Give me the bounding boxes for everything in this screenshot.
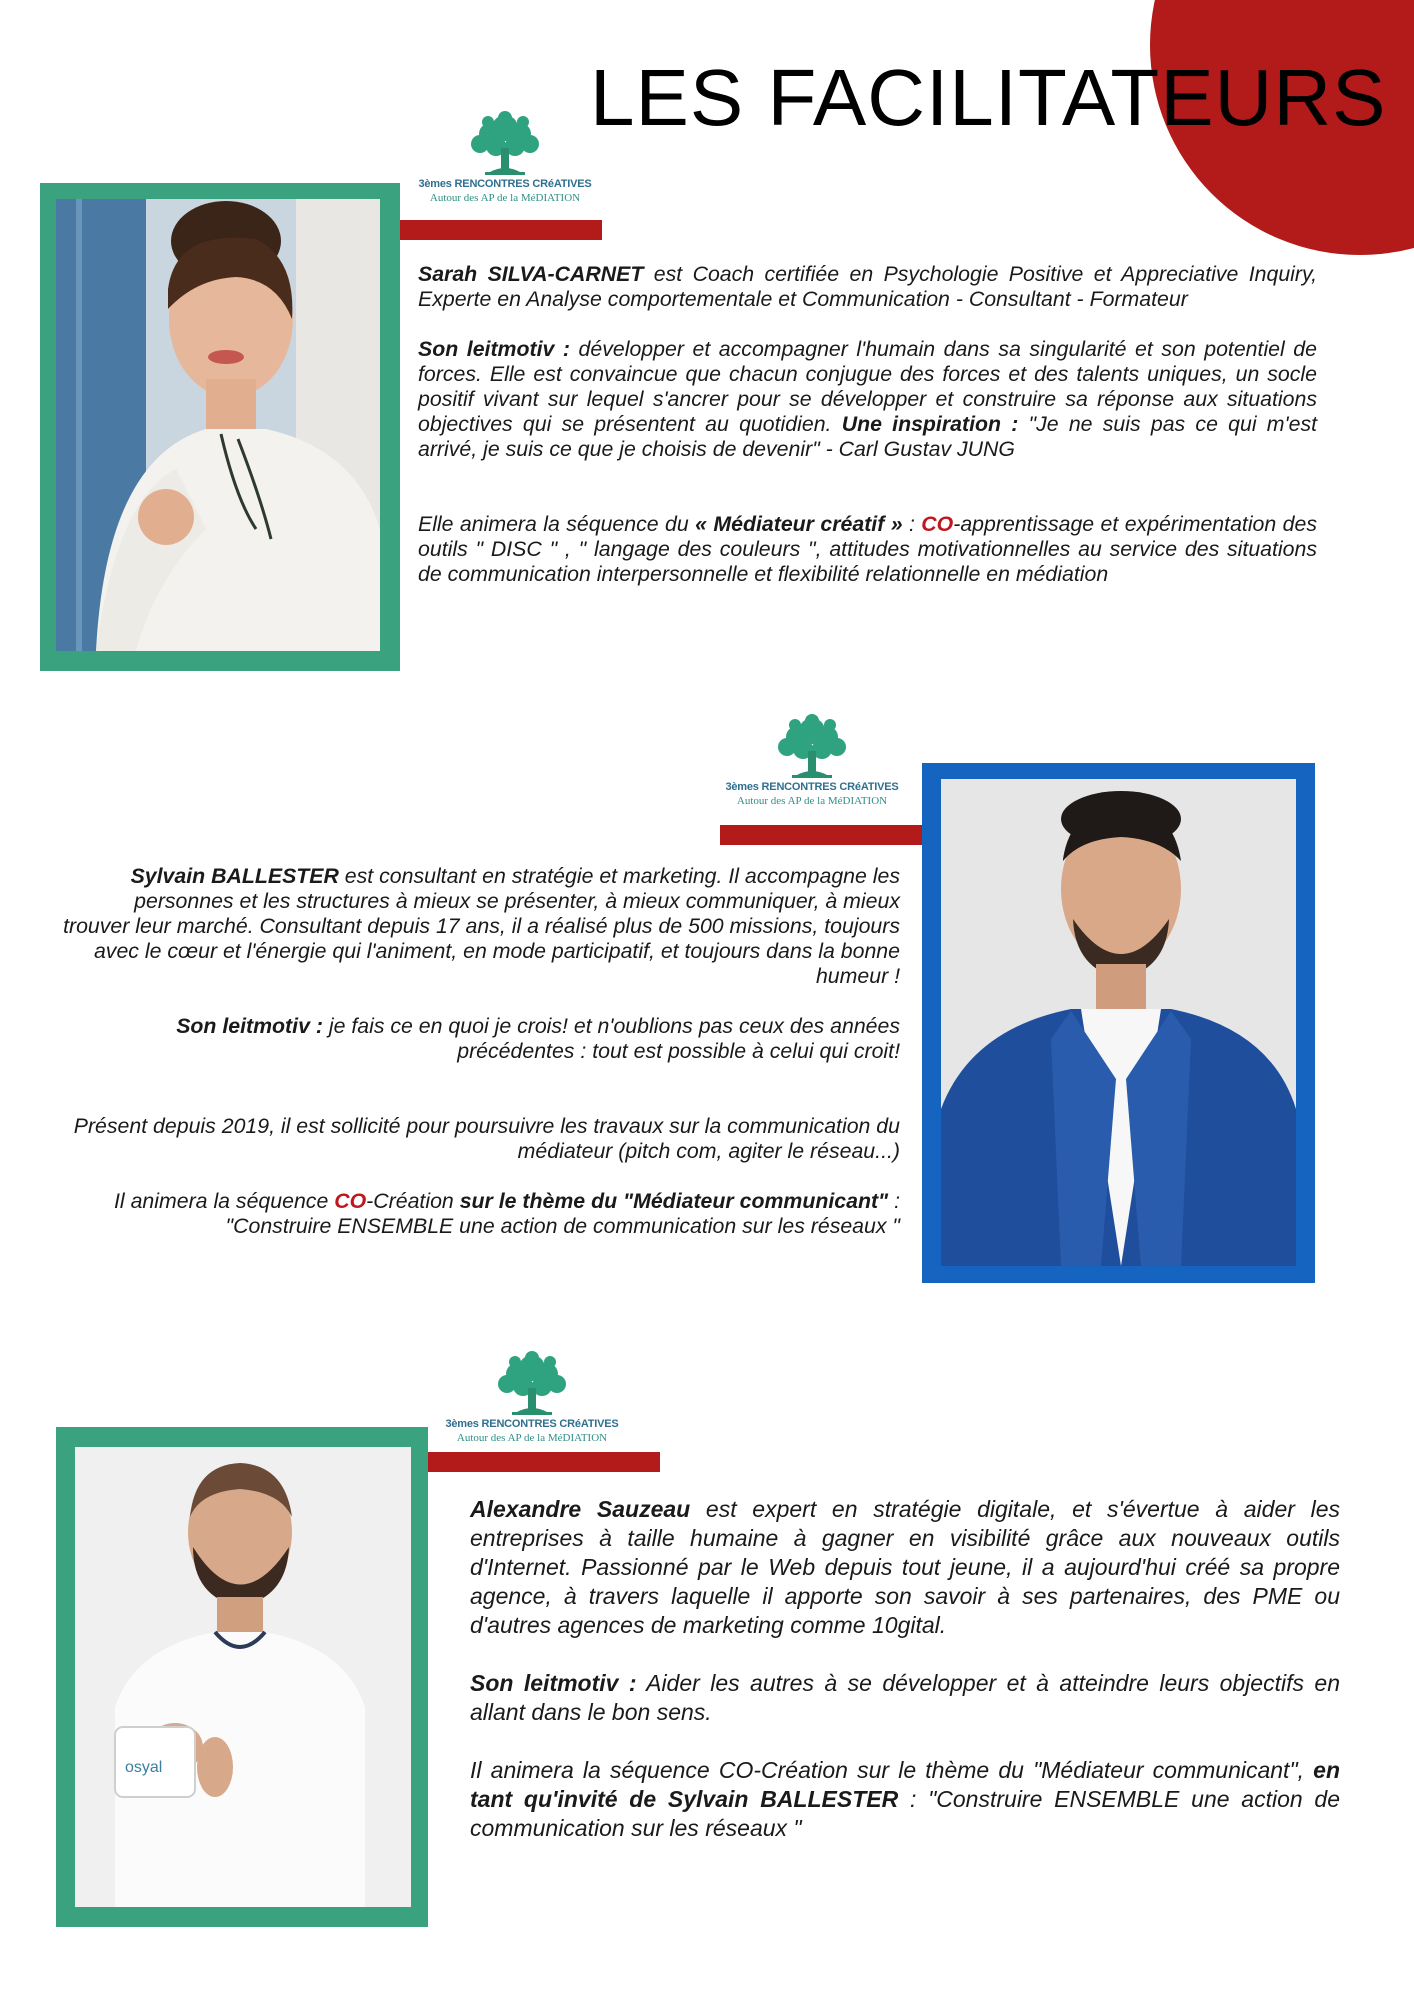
bio-text: développer et accompagner l'humain dans sa singularité et son potentiel de forces. Elle est convaincue que chacun conjugue des forces et des talents uniques, un socle positif vivant sur lequel s'ancrer pour se développer et construire sa réponse aux situations objectives qui se présentent au quotidien. — [418, 337, 1317, 436]
co-highlight: CO — [334, 1189, 367, 1213]
bio-sarah — [418, 262, 1317, 587]
bio-text: : "Construire ENSEMBLE une action de communication sur les réseaux " — [225, 1189, 900, 1238]
logo-subtitle: Autour des AP de la MéDIATION — [456, 1432, 608, 1444]
bio-sylvain-sequence — [62, 1189, 900, 1239]
inspiration-label: Une inspiration : — [841, 412, 1019, 436]
facilitator-name: Sarah SILVA-CARNET — [418, 262, 644, 286]
bio-sarah-intro — [418, 262, 1317, 312]
leitmotiv-label: Son leitmotiv : — [418, 337, 570, 361]
tree-logo-icon — [460, 110, 550, 178]
bio-text: Il animera la séquence — [114, 1189, 335, 1213]
facilitator-photo-sylvain — [941, 779, 1296, 1266]
bio-text: Elle animera la séquence du — [418, 512, 696, 536]
tree-logo-icon — [487, 1350, 577, 1418]
bio-alexandre — [470, 1495, 1340, 1843]
bio-text: Aider les autres à se développer et à atteindre leurs objectifs en allant dans le bon sens. — [470, 1670, 1341, 1725]
bio-text: est Coach certifiée en Psychologie Positive et Appreciative Inquiry, Experte en Analyse comportementale et Communication - Consultant - Formateur — [418, 262, 1317, 311]
bio-alexandre-sequence — [470, 1756, 1340, 1843]
logo-subtitle: Autour des AP de la MéDIATION — [736, 795, 888, 807]
event-logo — [405, 110, 605, 215]
bio-sarah-sequence — [418, 512, 1317, 587]
bio-text: : — [902, 512, 922, 536]
bio-alexandre-intro — [470, 1495, 1340, 1640]
bio-text: -Création — [366, 1189, 460, 1213]
bio-text: est consultant en stratégie et marketing. Il accompagne les personnes et les structures à mieux se présenter, à mieux communiquer, à mieux trouver leur marché. Consultant depuis 17 ans, il a réalisé plus de 500 missions, toujours avec le cœur et l'énergie qui l'animent, en mode participatif, et toujours dans la bonne humeur ! — [63, 864, 900, 988]
page-title: LES FACILITATEURS — [590, 53, 1387, 142]
bio-sylvain-leitmotiv — [62, 1014, 900, 1064]
portrait-alexandre-icon — [75, 1447, 411, 1907]
logo-subtitle: Autour des AP de la MéDIATION — [429, 192, 581, 204]
leitmotiv-label: Son leitmotiv : — [470, 1670, 637, 1696]
bio-sarah-leitmotiv — [418, 337, 1317, 462]
facilitator-photo-alexandre — [75, 1447, 411, 1907]
facilitator-name: Alexandre Sauzeau — [470, 1496, 691, 1522]
event-logo — [432, 1350, 632, 1455]
mug-text: osyal — [125, 1759, 163, 1776]
sequence-name: « Médiateur créatif » — [695, 512, 903, 536]
bio-text: je fais ce en quoi je crois! et n'oublions pas ceux des années précédentes : tout est possible à celui qui croit! — [322, 1014, 900, 1063]
logo-title: 3èmes RENCONTRES CRéATIVES — [418, 178, 592, 190]
co-highlight: CO — [921, 512, 954, 536]
bio-text: : "Construire ENSEMBLE une action de communication sur les réseaux " — [470, 1786, 1340, 1841]
facilitator-photo-sarah — [56, 199, 380, 651]
bio-sylvain — [62, 864, 900, 1239]
invited-by: en tant qu'invité de Sylvain BALLESTER — [470, 1757, 1340, 1812]
portrait-sarah-icon — [56, 199, 380, 651]
bio-text: "Je ne suis pas ce qui m'est arrivé, je suis ce que je choisis de devenir" - Carl Gustav JUNG — [418, 412, 1318, 461]
tree-logo-icon — [767, 713, 857, 781]
bio-text: Il animera la séquence CO-Création sur le thème du "Médiateur communicant", — [470, 1757, 1314, 1783]
logo-title: 3èmes RENCONTRES CRéATIVES — [725, 781, 899, 793]
leitmotiv-label: Son leitmotiv : — [176, 1014, 323, 1038]
bio-text: -apprentissage et expérimentation des outils " DISC " , " langage des couleurs ", attitudes motivationnelles au service des situations de communication interpersonnelle et flexibilité relationnelle en médiation — [418, 512, 1317, 586]
event-logo — [712, 713, 912, 818]
bio-alexandre-leitmotiv — [470, 1669, 1340, 1727]
logo-title: 3èmes RENCONTRES CRéATIVES — [445, 1418, 619, 1430]
bio-text: est expert en stratégie digitale, et s'évertue à aider les entreprises à taille humaine à gagner en visibilité grâce aux nouveaux outils d'Internet. Passionné par le Web depuis tout jeune, il a aujourd'hui créé sa propre agence, à travers laquelle il apporte son savoir à ses partenaires, des PME ou d'autres agences de marketing comme 10gital. — [470, 1496, 1340, 1638]
sequence-name: sur le thème du "Médiateur communicant" — [459, 1189, 889, 1213]
bio-sylvain-presence: Présent depuis 2019, il est sollicité pour poursuivre les travaux sur la communication du médiateur (pitch com, agiter le réseau...) — [73, 1114, 900, 1163]
bio-sylvain-intro — [62, 864, 900, 989]
portrait-sylvain-icon — [941, 779, 1296, 1266]
facilitator-name: Sylvain BALLESTER — [130, 864, 339, 888]
